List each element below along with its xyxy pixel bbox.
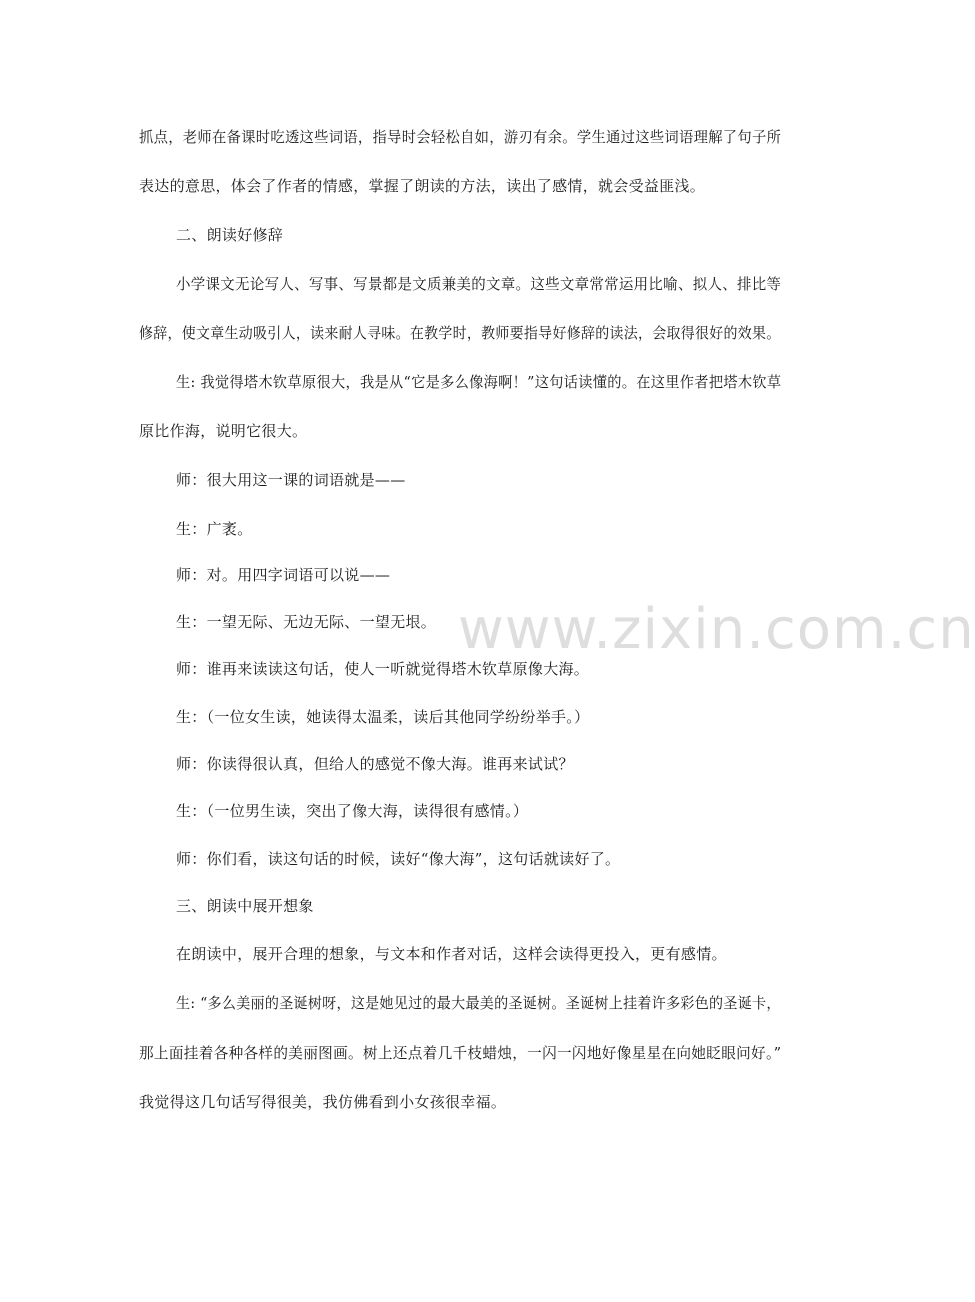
dialogue-line: 师：你读得很认真，但给人的感觉不像大海。谁再来试试？ xyxy=(176,755,574,773)
dialogue-line: 生：（一位男生读，突出了像大海，读得很有感情。） xyxy=(176,802,529,820)
paragraph-line: 在朗读中，展开合理的想象，与文本和作者对话，这样会读得更投入，更有感情。 xyxy=(176,945,727,963)
dialogue-line: 师：你们看，读这句话的时候，读好“像大海”，这句话就读好了。 xyxy=(176,850,621,868)
dialogue-line: 生: 我觉得塔木钦草原很大，我是从“它是多么像海啊！”这句话读懂的。在这里作者把塔木钦草 xyxy=(176,373,782,391)
dialogue-line: 我觉得这几句话写得很美，我仿佛看到小女孩很幸福。 xyxy=(139,1093,507,1111)
dialogue-line: 生：（一位女生读，她读得太温柔，读后其他同学纷纷举手。） xyxy=(176,708,590,726)
paragraph-line: 修辞，使文章生动吸引人，读来耐人寻味。在教学时，教师要指导好修辞的读法，会取得很好的效果。 xyxy=(139,324,781,342)
dialogue-line: 原比作海，说明它很大。 xyxy=(139,422,308,440)
paragraph-line: 小学课文无论写人、写事、写景都是文质兼美的文章。这些文章常常运用比喻、拟人、排比等 xyxy=(176,275,782,293)
dialogue-line: 生：广袤。 xyxy=(176,520,253,538)
paragraph-line: 表达的意思，体会了作者的情感，掌握了朗读的方法，读出了感情，就会受益匪浅。 xyxy=(139,177,706,195)
section-heading: 二、朗读好修辞 xyxy=(176,226,284,244)
dialogue-line: 生：一望无际、无边无际、一望无垠。 xyxy=(176,613,437,631)
dialogue-line: 师：对。用四字词语可以说—— xyxy=(176,566,391,584)
dialogue-line: 师：谁再来读读这句话，使人一听就觉得塔木钦草原像大海。 xyxy=(176,660,590,678)
dialogue-line: 师：很大用这一课的词语就是—— xyxy=(176,471,406,489)
paragraph-line: 抓点，老师在备课时吃透这些词语，指导时会轻松自如，游刃有余。学生通过这些词语理解了句子所 xyxy=(139,128,782,146)
dialogue-line: 生: “多么美丽的圣诞树呀，这是她见过的最大最美的圣诞树。圣诞树上挂着许多彩色的圣诞卡， xyxy=(176,994,781,1012)
watermark: www.zixin.com.cn xyxy=(458,597,975,662)
dialogue-line: 那上面挂着各种各样的美丽图画。树上还点着几千枝蜡烛，一闪一闪地好像星星在向她眨眼问好。” xyxy=(139,1044,782,1062)
section-heading: 三、朗读中展开想象 xyxy=(176,897,314,915)
